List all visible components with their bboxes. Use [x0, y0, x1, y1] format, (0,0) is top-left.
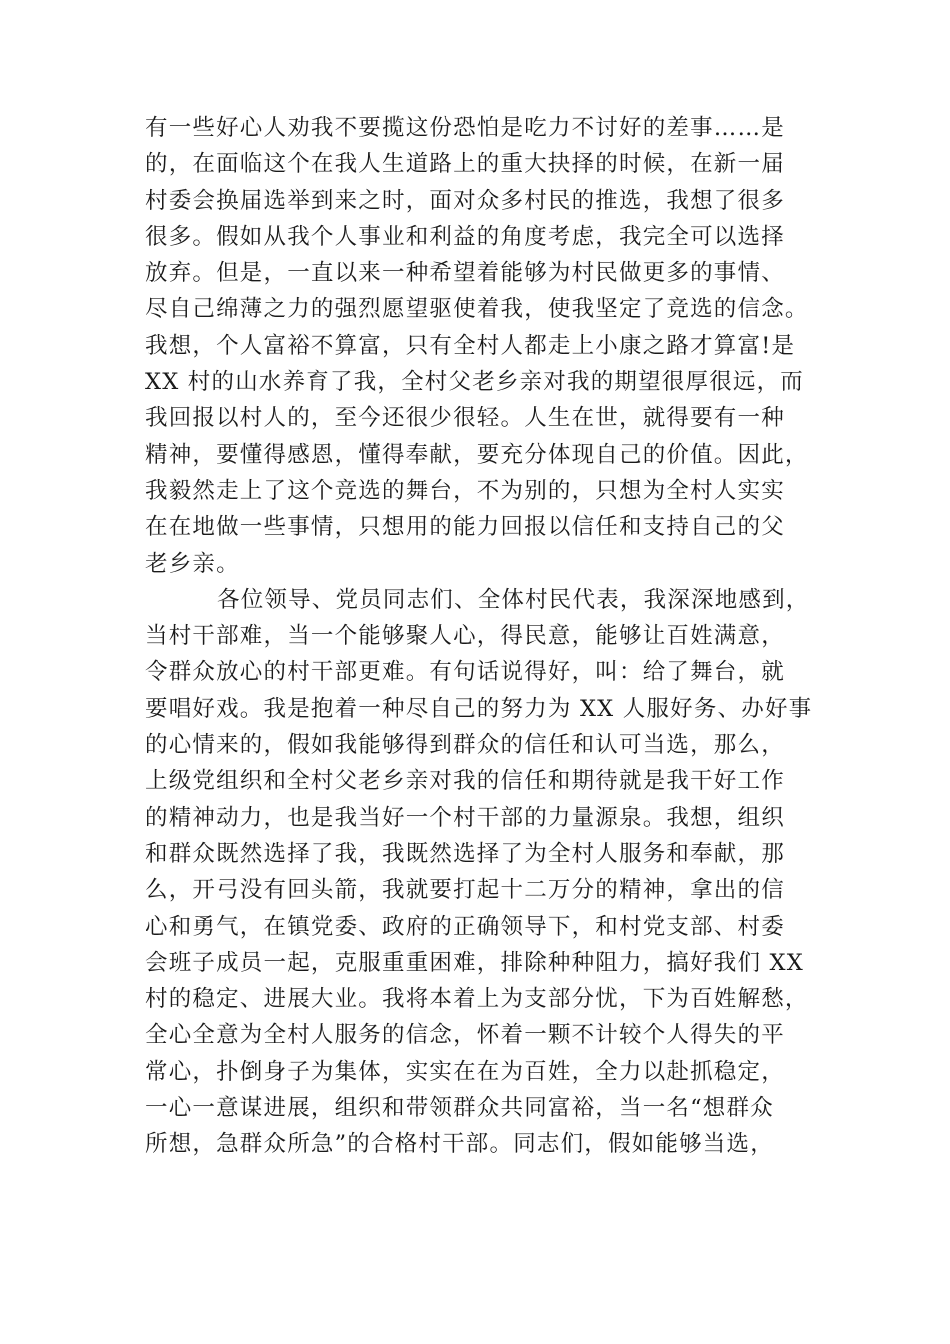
text-line: 我想，个人富裕不算富，只有全村人都走上小康之路才算富!是: [145, 332, 796, 359]
text-line: 的，在面临这个在我人生道路上的重大抉择的时候，在新一届: [145, 151, 785, 178]
text-line: 的精神动力，也是我当好一个村干部的力量源泉。我想，组织: [145, 804, 785, 831]
text-line: 会班子成员一起，克服重重困难，排除种种阻力，搞好我们 XX: [145, 949, 804, 976]
text-line: 放弃。但是，一直以来一种希望着能够为村民做更多的事情、: [145, 260, 785, 287]
text-line: 村委会换届选举到来之时，面对众多村民的推选，我想了很多: [145, 187, 785, 214]
text-line: 精神，要懂得感恩，懂得奉献，要充分体现自己的价值。因此，: [145, 441, 809, 468]
text-line: 当村干部难，当一个能够聚人心，得民意，能够让百姓满意，: [145, 623, 785, 650]
text-line: 上级党组织和全村父老乡亲对我的信任和期待就是我干好工作: [145, 768, 785, 795]
text-line: 村的稳定、进展大业。我将本着上为支部分忧，下为百姓解愁，: [145, 986, 809, 1013]
text-line: 我毅然走上了这个竞选的舞台，不为别的，只想为全村人实实: [145, 477, 785, 504]
text-line: 常心，扑倒身子为集体，实实在在为百姓，全力以赴抓稳定，: [145, 1058, 785, 1085]
paragraph: [145, 110, 809, 582]
text-line: 要唱好戏。我是抱着一种尽自己的努力为 XX 人服好务、办好事: [145, 695, 813, 722]
text-line: 有一些好心人劝我不要揽这份恐怕是吃力不讨好的差事……是: [145, 115, 785, 141]
paragraph: [145, 582, 813, 1163]
text-line: 令群众放心的村干部更难。有句话说得好，叫：给了舞台，就: [145, 659, 785, 686]
text-line: 一心一意谋进展，组织和带领群众共同富裕，当一名“想群众: [145, 1095, 774, 1122]
text-line: XX 村的山水养育了我，全村父老乡亲对我的期望很厚很远，而: [145, 369, 804, 396]
text-line: 尽自己绵薄之力的强烈愿望驱使着我，使我坚定了竞选的信念。: [145, 296, 809, 323]
text-line: 很多。假如从我个人事业和利益的角度考虑，我完全可以选择: [145, 223, 785, 250]
text-line: 所想，急群众所急”的合格村干部。同志们，假如能够当选，: [145, 1131, 774, 1158]
document-body: [145, 110, 813, 1163]
text-line: 心和勇气，在镇党委、政府的正确领导下，和村党支部、村委: [145, 913, 785, 940]
text-line: 我回报以村人的，至今还很少很轻。人生在世，就得要有一种: [145, 405, 785, 432]
text-line: 和群众既然选择了我，我既然选择了为全村人服务和奉献，那: [145, 840, 785, 867]
text-line: 各位领导、党员同志们、全体村民代表，我深深地感到，: [217, 586, 810, 613]
text-line: 么，开弓没有回头箭，我就要打起十二万分的精神，拿出的信: [145, 877, 785, 904]
text-line: 老乡亲。: [145, 550, 240, 577]
text-line: 全心全意为全村人服务的信念，怀着一颗不计较个人得失的平: [145, 1022, 785, 1049]
text-line: 的心情来的，假如我能够得到群众的信任和认可当选，那么，: [145, 732, 785, 759]
text-line: 在在地做一些事情，只想用的能力回报以信任和支持自己的父: [145, 514, 785, 541]
